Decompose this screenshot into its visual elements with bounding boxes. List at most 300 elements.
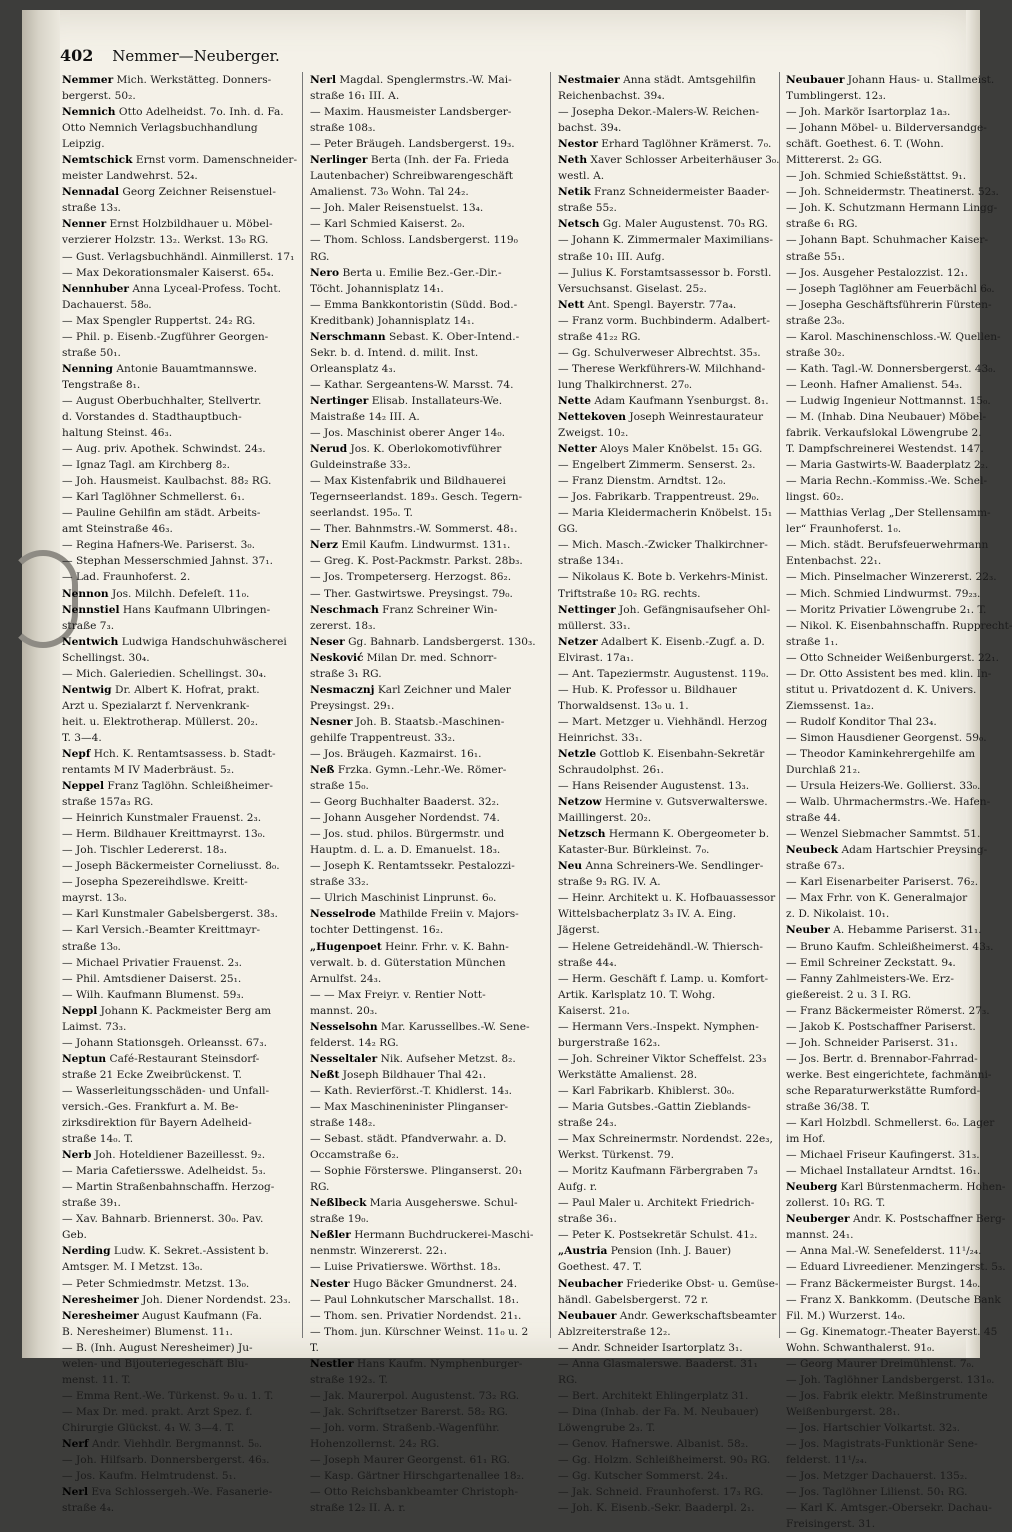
entry-text: — Peter Schmiedmstr. Metzst. 13₀. xyxy=(62,1277,250,1290)
entry-text: — Johann Ausgeher Nordendst. 74. xyxy=(310,812,500,825)
entry-text: — Julius K. Forstamtsassessor b. Forstl. xyxy=(558,266,772,279)
directory-entry-line xyxy=(786,1420,976,1436)
entry-text: — Stephan Messerschmied Jahnst. 37₁. xyxy=(62,555,273,568)
entry-text: Heinrichst. 33₁. xyxy=(558,731,643,744)
entry-text: z. D. Nikolaist. 10₁. xyxy=(786,908,890,921)
entry-text: — Georg Maurer Dreimühlenst. 7₀. xyxy=(786,1357,975,1370)
entry-text: Elisab. Installateurs-We. xyxy=(368,394,503,407)
directory-entry-line xyxy=(558,168,776,184)
entry-text: — Max Schreinermstr. Nordendst. 22e₃, xyxy=(558,1133,773,1146)
entry-text: Löwengrube 2₃. T. xyxy=(558,1421,656,1434)
entry-text: — Jos. Bräugeh. Kazmairst. 16₁. xyxy=(310,747,482,760)
entry-text: straße 36/38. T. xyxy=(786,1101,870,1113)
directory-entry-line xyxy=(558,1227,776,1243)
directory-entry-line xyxy=(786,586,981,602)
directory-entry-line xyxy=(62,393,292,409)
entry-text: T. xyxy=(310,1341,319,1354)
entry-text: — Joseph Maurer Georgenst. 61₁ RG. xyxy=(310,1454,511,1467)
entry-text: Ernst Holzbildhauer u. Möbel- xyxy=(106,218,273,231)
entry-text: — — Max Freiyr. v. Rentier Nott- xyxy=(310,988,486,1001)
entry-text: schäft. Goethest. 6. T. (Wohn. xyxy=(786,138,944,151)
directory-entry-line xyxy=(558,249,776,265)
entry-text: — Max Dekorationsmaler Kaiserst. 65₄. xyxy=(62,266,275,279)
entry-text: — Otto Reichsbankbeamter Christoph- xyxy=(310,1486,519,1499)
entry-text: — Moritz Kaufmann Färbergraben 7₃ xyxy=(558,1165,758,1178)
entry-text: — Bert. Architekt Ehlingerplatz 31. xyxy=(558,1389,749,1402)
entry-text: RG. xyxy=(310,1181,330,1194)
directory-entry-line xyxy=(558,1324,776,1340)
directory-entry-line xyxy=(558,1452,776,1468)
entry-text: — August Oberbuchhalter, Stellvertr. xyxy=(62,394,262,407)
entry-text: T. Dampfschreinerei Westendst. 147. xyxy=(786,443,984,456)
entry-text: lingst. 60₂. xyxy=(786,491,844,504)
entry-text: — Wenzel Siebmacher Sammtst. 51. xyxy=(786,828,981,841)
entry-text: heit. u. Elektrotherap. Müllerst. 20₂. xyxy=(62,715,259,728)
directory-entry-line xyxy=(310,1131,546,1147)
entry-surname: Neubauer xyxy=(558,1309,617,1322)
entry-text: B. Neresheimer) Blumenst. 11₁. xyxy=(62,1325,233,1338)
entry-text: — Joh. Hausmeist. Kaulbachst. 88₂ RG. xyxy=(62,475,272,488)
entry-text: Joh. B. Staatsb.-Maschinen- xyxy=(352,715,505,728)
entry-surname: Netik xyxy=(558,186,591,199)
directory-entry-line xyxy=(310,1019,546,1035)
entry-text: rentamts M IV Maderbräust. 5₂. xyxy=(62,764,235,777)
directory-entry-line xyxy=(62,826,292,842)
directory-entry-line xyxy=(558,361,776,377)
directory-entry-line xyxy=(310,1452,546,1468)
entry-surname: Neubeck xyxy=(786,844,839,857)
entry-text: bergerst. 50₂. xyxy=(62,90,136,103)
directory-entry-line xyxy=(62,858,292,874)
entry-surname: Neppl xyxy=(62,1004,98,1017)
entry-text: — Joh. K. Schutzmann Hermann Lingg- xyxy=(786,202,998,215)
directory-entry-line xyxy=(786,168,976,184)
entry-surname: Nesselrode xyxy=(310,908,376,921)
directory-entry-line xyxy=(62,939,292,955)
entry-surname: Nestler xyxy=(310,1357,354,1370)
directory-entry-line xyxy=(558,939,776,955)
entry-text: straße 23₀. xyxy=(786,314,845,327)
entry-text: Entenbachst. 22₁. xyxy=(786,555,882,568)
entry-text: straße 44₄. xyxy=(558,956,617,969)
entry-surname: Nenning xyxy=(62,362,113,375)
directory-entry-line xyxy=(786,88,976,104)
entry-text: menst. 11. T. xyxy=(62,1373,131,1386)
directory-entry-line xyxy=(558,1468,776,1484)
directory-entry-line xyxy=(310,1388,546,1404)
entry-text: Johann Haus- u. Stallmeist. xyxy=(844,74,995,86)
entry-text: — Luise Privatierswe. Wörthst. 18₃. xyxy=(310,1261,501,1274)
entry-text: — Paul Maler u. Architekt Friedrich- xyxy=(558,1197,755,1210)
directory-entry-line xyxy=(558,345,776,361)
entry-text: Guldeinstraße 33₂. xyxy=(310,459,411,472)
entry-text: — Joh. Schreiner Viktor Scheffelst. 23₃ xyxy=(558,1052,767,1065)
entry-text: Ablzreiterstraße 12₂. xyxy=(558,1325,671,1338)
entry-text: Schellingst. 30₄. xyxy=(62,651,150,664)
entry-text: — Ulrich Maschinist Linprunst. 6₀. xyxy=(310,892,497,905)
entry-surname: Netzle xyxy=(558,747,597,760)
directory-entry-line xyxy=(62,1276,292,1292)
entry-surname: „Hugenpoet xyxy=(310,940,382,953)
entry-text: Joseph Weinrestaurateur xyxy=(625,410,764,423)
directory-entry-line xyxy=(786,858,976,874)
directory-entry-line xyxy=(786,297,992,313)
entry-text: — Martin Straßenbahnschaffn. Herzog- xyxy=(62,1181,275,1194)
entry-text: — Paul Lohnkutscher Marschallst. 18₁. xyxy=(310,1293,519,1306)
entry-surname: Netzer xyxy=(558,635,598,648)
entry-text: — Ursula Heizers-We. Gollierst. 33₀. xyxy=(786,780,981,793)
directory-entry-line xyxy=(786,345,976,361)
directory-entry-line xyxy=(62,1019,292,1035)
entry-text: Jos. K. Oberlokomotivführer xyxy=(347,443,502,456)
column-rule xyxy=(550,72,551,1338)
directory-entry-line xyxy=(310,425,546,441)
entry-text: Elvirast. 17a₁. xyxy=(558,651,634,664)
directory-entry-line xyxy=(62,1195,292,1211)
entry-text: Gg. Bahnarb. Landsbergerst. 130₃. xyxy=(344,635,536,648)
entry-text: Kaiserst. 21₀. xyxy=(558,1004,630,1017)
directory-entry-line xyxy=(62,1179,292,1195)
entry-text: straße 67₃. xyxy=(786,860,845,873)
directory-entry-line xyxy=(558,313,776,329)
entry-text: Hch. K. Rentamtsassess. b. Stadt- xyxy=(90,747,276,760)
entry-text: Kataster-Bur. Bürkleinst. 7₀. xyxy=(558,844,710,857)
entry-text: — Michael Installateur Arndtst. 16₁. xyxy=(786,1165,981,1178)
entry-surname: Nennstiel xyxy=(62,603,120,616)
entry-text: — Max Dr. med. prakt. Arzt Spez. f. xyxy=(62,1405,253,1418)
entry-text: — Phil. Amtsdiener Daiserst. 25₁. xyxy=(62,972,242,985)
directory-entry-line xyxy=(786,569,997,585)
entry-text: — Gust. Verlagsbuchhändl. Ainmillerst. 17₁ xyxy=(62,250,295,263)
entry-text: mannst. 24₁. xyxy=(786,1229,854,1242)
directory-entry-line xyxy=(62,120,292,136)
entry-text: — Gg. Kutscher Sommerst. 24₁. xyxy=(558,1470,729,1483)
directory-entry-line xyxy=(786,200,998,216)
directory-entry-line xyxy=(62,1436,292,1452)
entry-text: Kreditbank) Johannisplatz 14₁. xyxy=(310,314,475,327)
directory-entry-line xyxy=(558,762,776,778)
entry-text: — Pauline Gehilfin am städt. Arbeits- xyxy=(62,507,261,520)
entry-text: Mich. Werkstätteg. Donners- xyxy=(113,74,272,86)
directory-entry-line xyxy=(62,216,292,232)
entry-text: d. Vorstandes d. Stadthauptbuch- xyxy=(62,410,242,423)
directory-entry-line xyxy=(558,104,776,120)
entry-text: — Jos. Maschinist oberer Anger 14₀. xyxy=(310,427,506,440)
entry-surname: Nemnich xyxy=(62,106,116,119)
entry-text: — Johann Möbel- u. Bilderversandge- xyxy=(786,122,987,135)
entry-text: — Otto Schneider Weißenburgerst. 22₁. xyxy=(786,651,1000,664)
entry-surname: Neu xyxy=(558,860,583,873)
directory-entry-line xyxy=(62,345,292,361)
entry-surname: Nett xyxy=(558,298,585,311)
entry-surname: Nesseltaler xyxy=(310,1052,378,1065)
entry-text: Amalienst. 73₀ Wohn. Tal 24₂. xyxy=(310,186,469,199)
entry-text: Geb. xyxy=(62,1229,87,1242)
entry-text: — Jos. Bertr. d. Brennabor-Fahrrad- xyxy=(786,1052,978,1065)
directory-entry-line xyxy=(62,473,292,489)
entry-text: verzierer Holzstr. 13₂. Werkst. 13₀ RG. xyxy=(62,234,269,247)
directory-entry-line xyxy=(310,1292,546,1308)
directory-entry-line xyxy=(558,1340,776,1356)
entry-text: Preysingst. 29₁. xyxy=(310,699,395,712)
entry-text: — M. (Inhab. Dina Neubauer) Möbel- xyxy=(786,410,987,423)
entry-text: Hermann Buchdruckerei-Maschi- xyxy=(350,1229,534,1242)
entry-text: straße 10₁ III. Aufg. xyxy=(558,250,665,263)
entry-text: sche Reparaturwerkstätte Rumford- xyxy=(786,1084,981,1097)
directory-entry-line xyxy=(310,1211,546,1227)
entry-text: — Joseph Taglöhner am Feuerbächl 6₀. xyxy=(786,282,995,295)
entry-text: — Jos. Taglöhner Lilienst. 50₁ RG. xyxy=(786,1486,968,1499)
entry-text: Ludwiga Handschuhwäscherei xyxy=(118,635,287,648)
entry-text: straße 6₁ RG. xyxy=(786,218,858,231)
entry-text: — Jos. Hartschier Volkartst. 32₃. xyxy=(786,1421,960,1434)
directory-entry-line xyxy=(62,922,292,938)
entry-text: T. 3—4. xyxy=(62,731,102,744)
directory-entry-line xyxy=(786,521,976,537)
entry-text: gießereist. 2 u. 3 I. RG. xyxy=(786,988,912,1001)
directory-entry-line xyxy=(310,634,546,650)
directory-entry-line xyxy=(310,666,546,682)
entry-text: Andr. K. Postschaffner Berg- xyxy=(849,1213,1006,1226)
directory-entry-line xyxy=(786,1308,976,1324)
entry-text: — Herm. Geschäft f. Lamp. u. Komfort- xyxy=(558,972,769,985)
entry-text: Anna Lyceal-Profess. Tocht. xyxy=(128,282,282,295)
entry-surname: Nester xyxy=(310,1277,350,1290)
directory-entry-line xyxy=(786,1259,1006,1275)
directory-entry-line xyxy=(786,1292,1001,1308)
directory-entry-line xyxy=(310,1067,546,1083)
directory-entry-line xyxy=(310,874,546,890)
entry-text: Arnulfst. 24₃. xyxy=(310,972,382,985)
entry-text: Gg. Maler Augustenst. 70₃ RG. xyxy=(599,218,768,231)
directory-entry-line xyxy=(310,1083,546,1099)
entry-text: Sekr. b. d. Intend. d. milit. Inst. xyxy=(310,346,479,359)
entry-text: — Xav. Bahnarb. Briennerst. 30₀. Pav. xyxy=(62,1213,264,1226)
entry-text: — Franz Dienstm. Arndtst. 12₀. xyxy=(558,475,727,488)
entry-text: Eva Schlossergeh.-We. Fasanerie- xyxy=(88,1486,273,1499)
directory-entry-line xyxy=(62,537,292,553)
directory-entry-line xyxy=(310,1484,546,1500)
entry-surname: Neresheimer xyxy=(62,1309,139,1322)
directory-entry-line xyxy=(62,1003,292,1019)
entry-text: — Karl Kunstmaler Gabelsbergerst. 38₃. xyxy=(62,908,278,921)
directory-entry-line xyxy=(310,232,546,248)
entry-text: — Kathar. Sergeantens-W. Marsst. 74. xyxy=(310,378,514,391)
directory-entry-line xyxy=(310,1115,546,1131)
entry-text: — Jos. Metzger Dachauerst. 135₂. xyxy=(786,1470,968,1483)
directory-entry-line xyxy=(310,682,546,698)
directory-entry-line xyxy=(786,184,999,200)
entry-text: — Johann Bapt. Schuhmacher Kaiser- xyxy=(786,234,989,247)
directory-entry-line xyxy=(558,826,776,842)
directory-entry-line xyxy=(310,987,546,1003)
directory-entry-line xyxy=(310,553,546,569)
directory-entry-line xyxy=(62,1147,292,1163)
entry-text: — Thom. sen. Privatier Nordendst. 21₁. xyxy=(310,1309,522,1322)
directory-entry-line xyxy=(786,1484,976,1500)
directory-entry-line xyxy=(786,249,976,265)
directory-page xyxy=(22,10,1012,1531)
entry-text: Chirurgie Glückst. 4₁ W. 3—4. T. xyxy=(62,1421,235,1434)
directory-entry-line xyxy=(558,329,776,345)
directory-entry-line xyxy=(310,762,546,778)
directory-entry-line xyxy=(558,906,776,922)
directory-entry-line xyxy=(786,1500,992,1516)
directory-entry-line xyxy=(62,1484,292,1500)
directory-entry-line xyxy=(558,842,776,858)
entry-text: — Greg. K. Post-Packmstr. Parkst. 28b₃. xyxy=(310,555,523,568)
directory-entry-line xyxy=(310,521,546,537)
entry-text: Amtsger. M. I Metzst. 13₀. xyxy=(62,1261,203,1274)
entry-text: Triftstraße 10₂ RG. rechts. xyxy=(558,587,701,600)
entry-text: — Phil. p. Eisenb.-Zugführer Georgen- xyxy=(62,330,269,343)
entry-text: straße 134₁. xyxy=(558,555,624,568)
directory-entry-line xyxy=(310,1340,546,1356)
directory-entry-line xyxy=(786,232,989,248)
entry-text: — Dr. Otto Assistent bes med. klin. In- xyxy=(786,667,992,680)
entry-text: werke. Best eingerichtete, fachmänni- xyxy=(786,1068,992,1081)
directory-entry-line xyxy=(310,1324,546,1340)
entry-text: Zweigst. 10₂. xyxy=(558,427,629,440)
directory-entry-line xyxy=(310,826,546,842)
directory-entry-line xyxy=(310,971,546,987)
directory-entry-line xyxy=(62,104,292,120)
directory-entry-line xyxy=(310,1243,546,1259)
entry-text: Adam Kaufmann Ysenburgst. 8₁. xyxy=(590,394,769,407)
directory-entry-line xyxy=(786,1468,976,1484)
directory-entry-line xyxy=(62,586,292,602)
entry-text: Anna städt. Amtsgehilfin xyxy=(619,74,756,86)
entry-text: Friederike Obst- u. Gemüse- xyxy=(622,1277,779,1290)
entry-text: Mar. Karussellbes.-W. Sene- xyxy=(377,1020,530,1033)
directory-entry-line xyxy=(310,858,546,874)
entry-surname: Neßlbeck xyxy=(310,1197,367,1210)
directory-entry-line xyxy=(558,88,776,104)
directory-entry-line xyxy=(786,1083,981,1099)
directory-entry-line xyxy=(558,1051,776,1067)
entry-text: Heinr. Frhr. v. K. Bahn- xyxy=(381,940,509,953)
directory-entry-line xyxy=(786,216,976,232)
entry-text: — Jos. stud. philos. Bürgermstr. und xyxy=(310,828,505,841)
directory-entry-line xyxy=(62,618,292,634)
entry-text: Artik. Karlsplatz 10. T. Wohg. xyxy=(558,988,716,1001)
entry-text: — Gg. Kinematogr.-Theater Bayerst. 45 xyxy=(786,1325,998,1338)
entry-text: Hermine v. Gutsverwalterswe. xyxy=(601,796,768,809)
directory-entry-line xyxy=(62,553,292,569)
entry-text: — Herm. Bildhauer Kreittmayrst. 13₀. xyxy=(62,828,266,841)
directory-entry-line xyxy=(786,409,987,425)
entry-text: straße 19₀. xyxy=(310,1213,369,1226)
entry-text: straße 108₃. xyxy=(310,122,376,135)
directory-entry-line xyxy=(62,971,292,987)
entry-text: — Karl Versich.-Beamter Kreittmayr- xyxy=(62,924,261,937)
entry-text: — Jos. Ausgeher Pestalozzist. 12₁. xyxy=(786,266,969,279)
entry-text: August Kaufmann (Fa. xyxy=(138,1309,263,1322)
directory-entry-line xyxy=(62,1083,292,1099)
directory-entry-line xyxy=(558,1083,776,1099)
entry-text: — Nikolaus K. Bote b. Verkehrs-Minist. xyxy=(558,571,769,584)
directory-entry-line xyxy=(310,505,546,521)
directory-entry-line xyxy=(786,72,995,88)
directory-entry-line xyxy=(62,1292,292,1308)
directory-entry-line xyxy=(558,489,776,505)
directory-entry-line xyxy=(786,714,976,730)
directory-entry-line xyxy=(786,826,981,842)
entry-text: Joseph Bildhauer Thal 42₁. xyxy=(339,1068,487,1081)
directory-entry-line xyxy=(558,634,776,650)
directory-entry-line xyxy=(310,1195,546,1211)
entry-text: Dachauerst. 58₀. xyxy=(62,298,152,311)
directory-entry-line xyxy=(310,473,546,489)
entry-text: — Johann K. Zimmermaler Maximilians- xyxy=(558,234,773,247)
directory-entry-line xyxy=(786,1340,976,1356)
directory-entry-line xyxy=(310,361,546,377)
directory-entry-line xyxy=(310,1227,546,1243)
directory-entry-line xyxy=(62,521,292,537)
entry-text: — Max Frhr. von K. Generalmajor xyxy=(786,892,968,905)
entry-surname: Neptun xyxy=(62,1052,107,1065)
entry-text: Aloys Maler Knöbelst. 15₁ GG. xyxy=(596,443,763,456)
entry-text: Laimst. 73₃. xyxy=(62,1020,127,1033)
entry-surname: Nemtschick xyxy=(62,154,133,167)
entry-text: — Hans Reisender Augustenst. 13₃. xyxy=(558,780,750,793)
entry-text: — Kasp. Gärtner Hirschgartenallee 18₂. xyxy=(310,1470,525,1483)
directory-entry-line xyxy=(310,1372,546,1388)
directory-entry-line xyxy=(62,297,292,313)
directory-entry-line xyxy=(62,1308,292,1324)
entry-text: Adam Hartschier Preysing- xyxy=(838,844,988,857)
directory-entry-line xyxy=(62,184,292,200)
entry-text: straße 7₃. xyxy=(62,619,115,632)
entry-text: Aufg. r. xyxy=(558,1181,598,1194)
entry-text: GG. xyxy=(558,523,578,536)
entry-text: — Jos. Magistrats-Funktionär Sene- xyxy=(786,1437,978,1450)
directory-entry-line xyxy=(558,1404,776,1420)
entry-surname: Nesković xyxy=(310,651,364,664)
entry-surname: Nestmaier xyxy=(558,74,620,86)
directory-entry-line xyxy=(558,136,776,152)
directory-entry-line xyxy=(558,120,776,136)
entry-text: — Lad. Fraunhoferst. 2. xyxy=(62,571,191,584)
entry-text: — Hermann Vers.-Inspekt. Nymphen- xyxy=(558,1020,759,1033)
directory-entry-line xyxy=(786,746,976,762)
directory-entry-line xyxy=(310,1308,546,1324)
directory-entry-line xyxy=(62,810,292,826)
directory-entry-line xyxy=(62,505,292,521)
entry-text: nenmstr. Winzererst. 22₁. xyxy=(310,1245,447,1258)
directory-entry-line xyxy=(310,345,546,361)
directory-entry-line xyxy=(310,184,546,200)
directory-entry-line xyxy=(558,874,776,890)
entry-text: — Anna Mal.-W. Senefelderst. 11¹/₂₄. xyxy=(786,1245,982,1258)
entry-text: lung Thalkirchnerst. 27₀. xyxy=(558,378,693,391)
entry-text: Weißenburgerst. 28₁. xyxy=(786,1405,901,1418)
entry-text: — Karl Fabrikarb. Khiblerst. 30₀. xyxy=(558,1084,735,1097)
directory-entry-line xyxy=(558,778,776,794)
directory-entry-line xyxy=(558,698,776,714)
directory-entry-line xyxy=(310,537,546,553)
entry-text: Reichenbachst. 39₄. xyxy=(558,90,665,103)
entry-surname: Neresheimer xyxy=(62,1293,139,1306)
entry-text: Franz Schneidermeister Baader- xyxy=(590,186,770,199)
directory-entry-line xyxy=(558,1308,776,1324)
entry-text: westl. A. xyxy=(558,170,605,183)
directory-entry-line xyxy=(310,1436,546,1452)
entry-text: — Mich. Schmied Lindwurmst. 79₂₃. xyxy=(786,587,981,600)
directory-entry-line xyxy=(786,441,984,457)
directory-entry-line xyxy=(558,586,776,602)
entry-text: — Mich. Masch.-Zwicker Thalkirchner- xyxy=(558,539,768,552)
